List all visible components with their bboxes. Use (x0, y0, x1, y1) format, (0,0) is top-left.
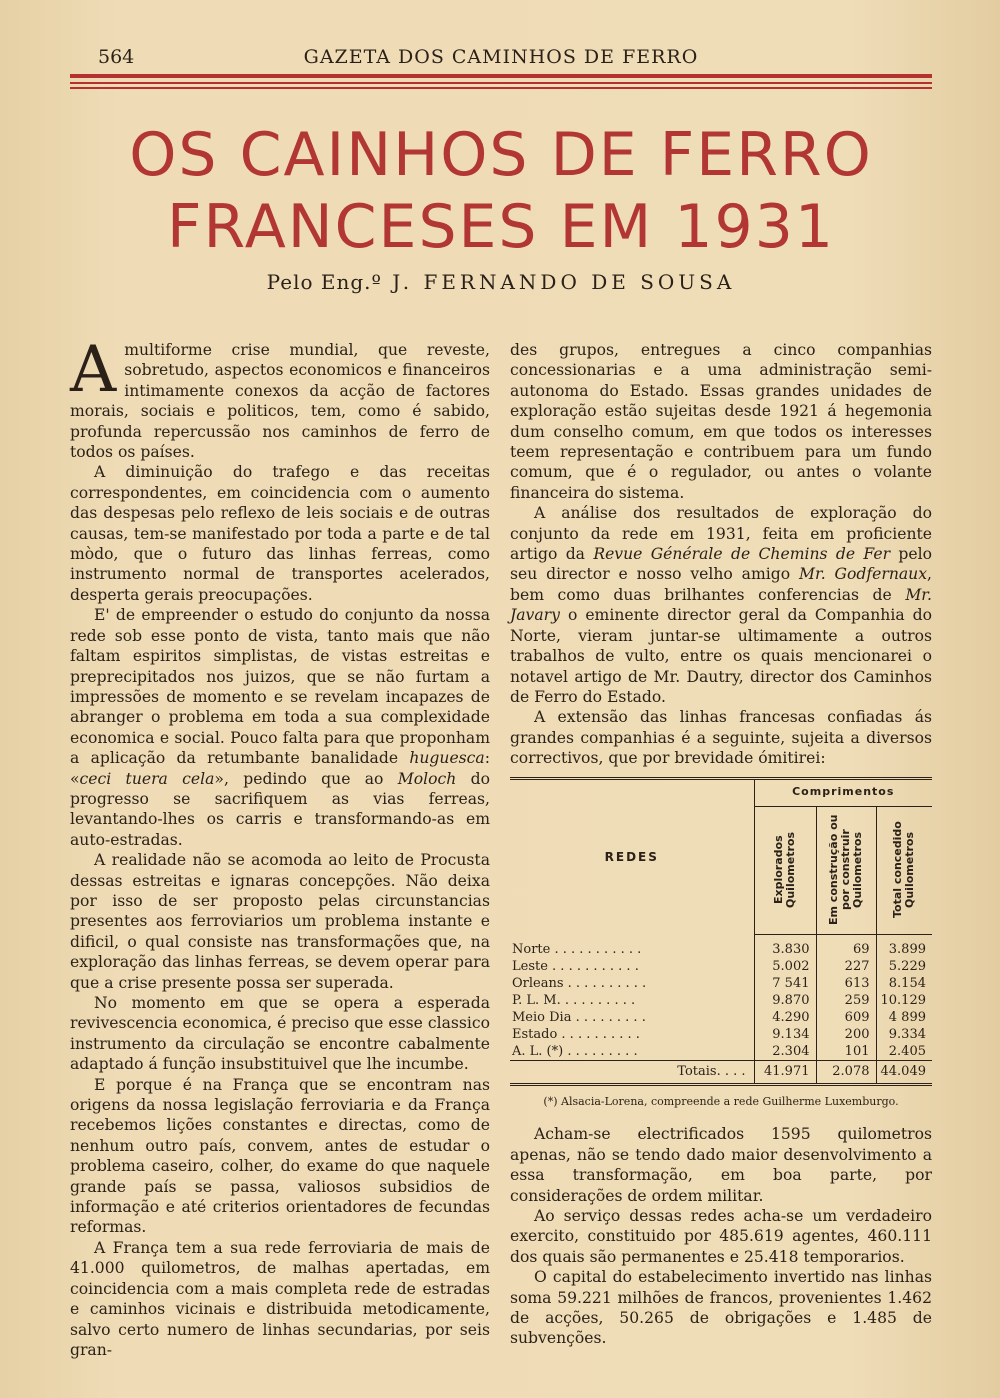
explorados-value: 3.830 (754, 934, 816, 958)
network-name: A. L. (*) . . . . . . . . . (512, 1043, 638, 1059)
explorados-value: 9.870 (754, 992, 816, 1009)
total-value: 8.154 (876, 975, 932, 992)
total-value: 3.899 (876, 934, 932, 958)
explorados-value: 7 541 (754, 975, 816, 992)
header-rule (70, 74, 932, 92)
page-number: 564 (98, 46, 135, 68)
header-redes: REDES (604, 849, 659, 864)
total-construcao: 2.078 (816, 1060, 876, 1084)
table-row (510, 1043, 932, 1061)
table-body (510, 934, 932, 1060)
paragraph: Amultiforme crise mundial, que reveste, sobretudo, aspectos economicos e financeiros intimamente conexos da acção de factores morais, sociais e politicos, tem, como é sabido, profunda repercussão nos caminhos de ferro de todos os países. (70, 333, 490, 462)
table-row (510, 992, 932, 1009)
paragraph: Ao serviço dessas redes acha-se um verdadeiro exercito, constituido por 485.619 agentes, 460.111 dos quais são permanentes e 25.418 temporarios. (510, 1206, 932, 1266)
construcao-value: 227 (816, 958, 876, 975)
network-name: Meio Dia . . . . . . . . . (512, 1009, 646, 1025)
redes-table (510, 777, 932, 1086)
drop-cap: A (70, 333, 117, 407)
total-value: 10.129 (876, 992, 932, 1009)
byline (70, 270, 932, 294)
total-explorados: 41.971 (754, 1060, 816, 1084)
paragraph: Acham-se electrificados 1595 quilometros apenas, não se tendo dado maior desenvolvimento a essa transformação, em boa parte, por considerações de ordem militar. (510, 1125, 932, 1205)
network-name: Estado . . . . . . . . . . (512, 1026, 640, 1042)
paragraph: des grupos, entregues a cinco companhias concessionarias e a uma administração semi-autonoma do Estado. Essas grandes unidades de exploração estão sujeitas desde 1921 á hegemonia dum conselho comum, em que todos os interesses teem representação e contribuem para um fundo comum, que é o regulador, ou antes o volante financeira do sistema. (510, 341, 932, 502)
paragraph: A análise dos resultados de exploração do conjunto da rede em 1931, feita em proficiente artigo da Revue Générale de Chemins de Fer pelo seu director e nosso velho amigo Mr. Godfernaux, bem como duas brilhantes conferencias de Mr. Javary o eminente director geral da Companhia do Norte, vieram juntar-se ultimamente a outros trabalhos de vulto, entre os quais mencionarei o notavel artigo de Mr. Dautry, director dos Caminhos de Ferro do Estado. (510, 504, 932, 706)
paragraph: A França tem a sua rede ferroviaria de mais de 41.000 quilometros, de malhas apertadas, em coincidencia com a mais completa rede de estradas e caminhos vicinais e distribuida metodicamente, salvo certo numero de linhas secundarias, por seis gran- (70, 1238, 490, 1359)
construcao-value: 259 (816, 992, 876, 1009)
left-column (70, 333, 490, 1360)
paragraph: O capital do estabelecimento invertido nas linhas soma 59.221 milhões de francos, provenientes 1.462 de acções, 50.265 de obrigações e 1.485 de subvenções. (510, 1268, 932, 1348)
explorados-value: 5.002 (754, 958, 816, 975)
total-value: 9.334 (876, 1026, 932, 1043)
paragraph: E porque é na França que se encontram nas origens da nossa legislação ferroviaria e da França recebemos lições constantes e directas, como de nenhum outro país, convem, antes de estudar o problema caseiro, colher, do exame do que naquele grande país se passa, valiosos subsidios de informação e até criterios orientadores de fecundas reformas. (70, 1075, 490, 1237)
construcao-value: 200 (816, 1026, 876, 1043)
paragraph: A realidade não se acomoda ao leito de Procusta dessas estreitas e ignaras concepções. Não deixa por isso de ser proposto pelas circunstancias presentes aos ferroviarios um problema instante e dificil, o qual consiste nas transformações que, na exploração das linhas ferreas, se devem operar para que a crise presente possa ser superada. (70, 851, 490, 992)
table-row (510, 934, 932, 958)
explorados-value: 2.304 (754, 1043, 816, 1061)
header-comprimentos: Comprimentos (754, 778, 932, 806)
network-name: Orleans . . . . . . . . . . (512, 975, 647, 991)
paragraph: E' de empreender o estudo do conjunto da nossa rede sob esse ponto de vista, tanto mais que não faltam espiritos simplistas, de vistas estreitas e preprecipitados nos juizos, que se não furtam a impressões de momento e se revelam incapazes de abranger o problema em toda a sua complexidade economica e social. Pouco falta para que proponham a aplicação da retumbante banalidade huguesca: «ceci tuera cela», pedindo que ao Moloch do progresso se sacrifiquem as vias ferreas, levantando-lhes os carris e transformando-as em auto-estradas. (70, 606, 490, 849)
right-column (510, 340, 932, 1349)
header-total: Total concedido Quilometros (876, 806, 932, 934)
explorados-value: 9.134 (754, 1026, 816, 1043)
paragraph: A extensão das linhas francesas confiadas ás grandes companhias é a seguinte, sujeita a diversos correctivos, que por brevidade ómitirei: (510, 708, 932, 768)
construcao-value: 609 (816, 1009, 876, 1026)
header-explorados: Explorados Quilometros (754, 806, 816, 934)
byline-author: J. FERNANDO DE SOUSA (392, 270, 736, 294)
redes-table-wrapper (510, 777, 932, 1113)
header-construcao: Em construção ou por construir Quilometros (816, 806, 876, 934)
network-name: P. L. M. . . . . . . . . . (512, 992, 636, 1008)
construcao-value: 69 (816, 934, 876, 958)
paragraph: No momento em que se opera a esperada revivescencia economica, é preciso que esse classico instrumento da circulação se encontre cabalmente adaptado á função insubstituivel que lhe incumbe. (70, 994, 490, 1074)
total-value: 5.229 (876, 958, 932, 975)
total-value: 4 899 (876, 1009, 932, 1026)
paragraph: A diminuição do trafego e das receitas correspondentes, em coincidencia com o aumento das despesas pelo reflexo de leis sociais e de outras causas, tem-se manifestado por toda a parte e de tal mòdo, que o futuro das linhas ferreas, como instrumento normal de transportes acelerados, desperta gerais preocupações. (70, 463, 490, 604)
totals-row (510, 1060, 932, 1084)
total-value: 2.405 (876, 1043, 932, 1061)
table-row (510, 958, 932, 975)
journal-name: GAZETA DOS CAMINHOS DE FERRO (303, 46, 699, 68)
totals-label: Totais. . . . (510, 1060, 754, 1084)
network-name: Norte . . . . . . . . . . . (512, 941, 642, 957)
construcao-value: 101 (816, 1043, 876, 1061)
rule-thin (70, 87, 932, 89)
table-row (510, 975, 932, 992)
table-row (510, 1009, 932, 1026)
table-footnote: (*) Alsacia-Lorena, compreende a rede Guilherme Luxemburgo. (543, 1094, 899, 1108)
running-head (70, 42, 932, 72)
article-title-line-2: FRANCESES EM 1931 (166, 192, 836, 262)
byline-prefix: Pelo Eng.º (266, 270, 382, 294)
construcao-value: 613 (816, 975, 876, 992)
network-name: Leste . . . . . . . . . . . (512, 958, 639, 974)
total-concedido: 44.049 (876, 1060, 932, 1084)
rule-thin (70, 82, 932, 84)
table-row (510, 1026, 932, 1043)
article-title-line-1: OS CAINHOS DE FERRO (129, 120, 873, 190)
explorados-value: 4.290 (754, 1009, 816, 1026)
